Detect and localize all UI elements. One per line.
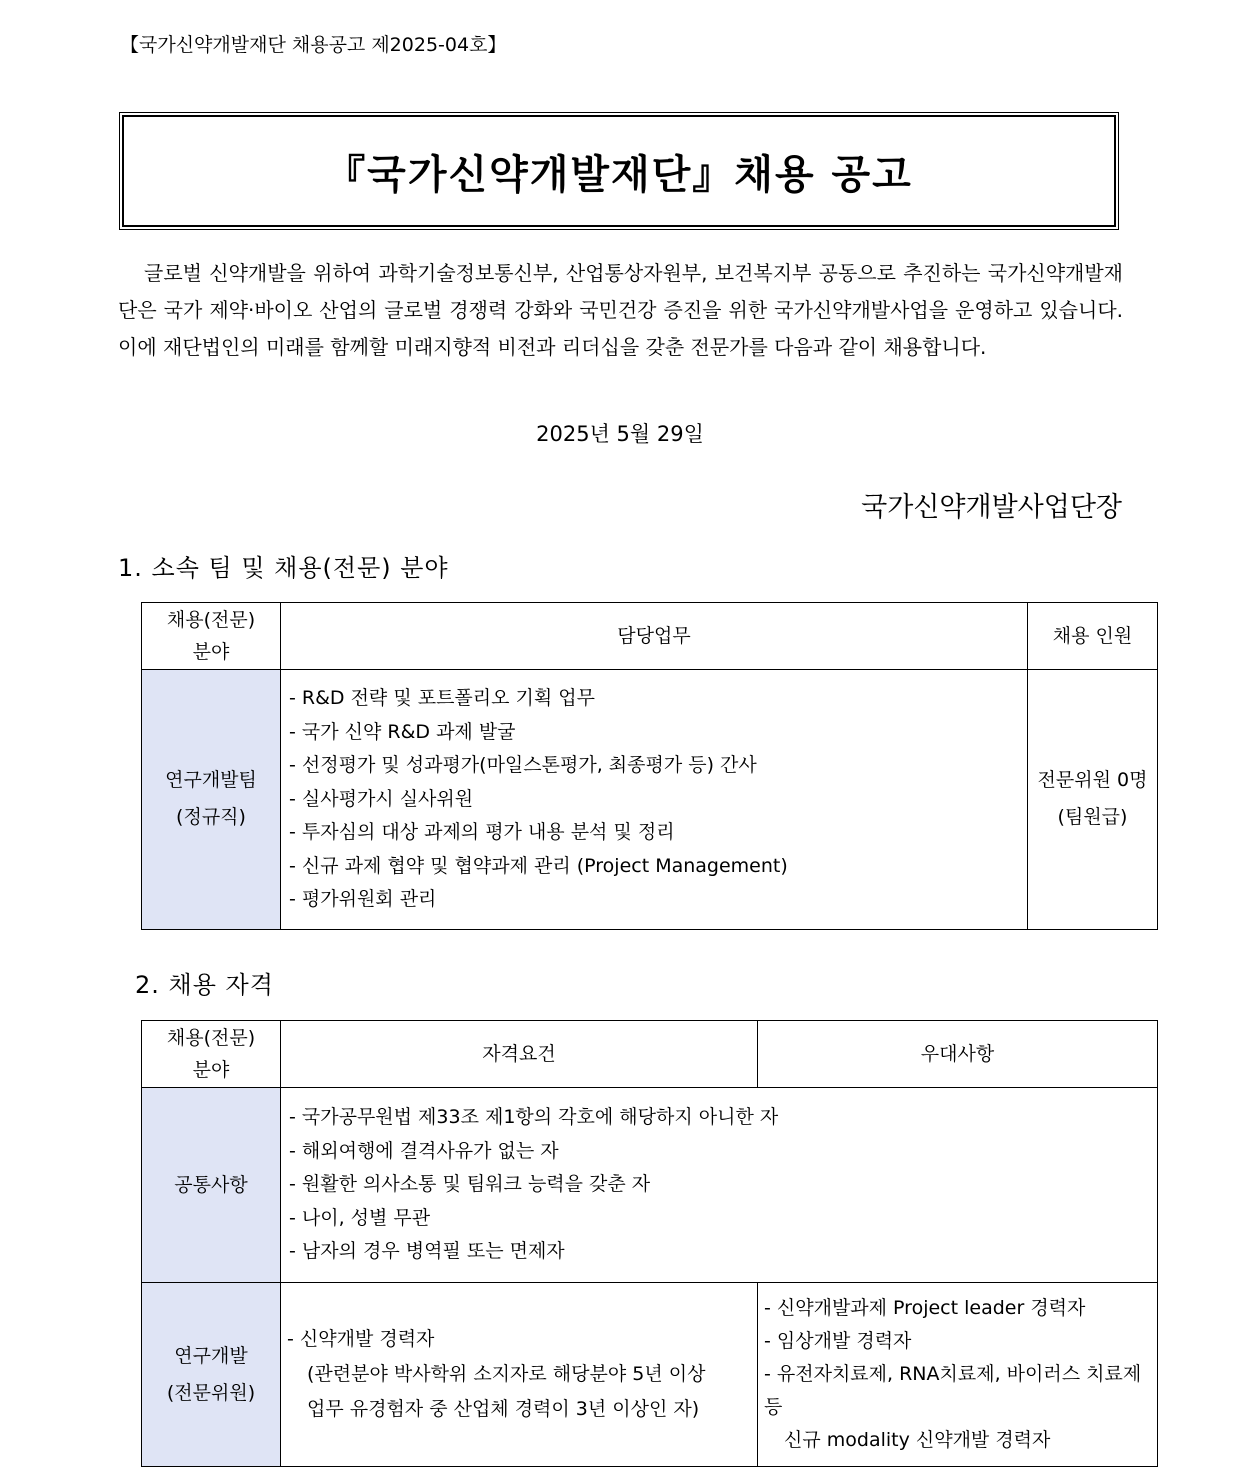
list-item: - 임상개발 경력자	[764, 1330, 912, 1352]
list-item: - 신약개발과제 Project leader 경력자	[764, 1297, 1086, 1319]
header-duties: 담당업무	[281, 603, 1028, 670]
qualification-table	[141, 1020, 1158, 1467]
list-item: - 국가공무원법 제33조 제1항의 각호에 해당하지 아니한 자	[289, 1106, 779, 1129]
header-requirements: 자격요건	[281, 1021, 758, 1088]
table-row	[142, 1283, 1158, 1467]
page-title: 『국가신약개발재단』채용 공고	[325, 151, 913, 198]
list-item: - 나이, 성별 무관	[289, 1206, 431, 1229]
header-field: 채용(전문) 분야	[142, 1021, 281, 1088]
list-item-detail: 신규 modality 신약개발 경력자	[784, 1429, 1051, 1451]
table-row	[142, 1088, 1158, 1283]
list-item-detail: (관련분야 박사학위 소지자로 해당분야 5년 이상	[307, 1363, 706, 1385]
recruitment-field-table	[141, 602, 1158, 930]
list-item: - 실사평가시 실사위원	[289, 787, 474, 810]
field-cell: 공통사항	[142, 1088, 281, 1283]
list-item: - 선정평가 및 성과평가(마일스톤평가, 최종평가 등) 간사	[289, 754, 757, 776]
table-header-row	[142, 1021, 1158, 1088]
list-item: - 신규 과제 협약 및 협약과제 관리 (Project Management)	[289, 854, 788, 877]
intro-paragraph: 글로벌 신약개발을 위하여 과학기술정보통신부, 산업통상자원부, 보건복지부 공동으로 추진하는 국가신약개발재단은 국가 제약·바이오 산업의 글로벌 경쟁력 강화와 국민건강 증진을 위한 국가신약개발사업을 운영하고 있습니다. 이에 재단법인의 미래를 함께할 미래지향적 비전과 리더십을 갖춘 전문가를 다음과 같이 채용합니다.	[118, 261, 1123, 359]
header-field: 채용(전문) 분야	[142, 603, 281, 670]
list-item: - 유전자치료제, RNA치료제, 바이러스 치료제 등	[764, 1363, 1142, 1418]
header-preferences: 우대사항	[758, 1021, 1158, 1088]
header-headcount: 채용 인원	[1028, 603, 1158, 670]
section2-heading: 2. 채용 자격	[135, 971, 274, 999]
list-item: - 신약개발 경력자	[287, 1328, 435, 1350]
list-item: - 원활한 의사소통 및 팀워크 능력을 갖춘 자	[289, 1173, 651, 1196]
list-item: - 투자심의 대상 과제의 평가 내용 분석 및 정리	[289, 821, 675, 843]
list-item: - 해외여행에 결격사유가 없는 자	[289, 1139, 559, 1162]
table-header-row	[142, 603, 1158, 670]
list-item-detail: 업무 유경험자 중 산업체 경력이 3년 이상인 자)	[307, 1398, 700, 1420]
common-requirements-list	[281, 1088, 1158, 1283]
field-cell: 연구개발팀 (정규직)	[142, 670, 281, 930]
requirements-cell	[281, 1283, 758, 1467]
list-item: - 남자의 경우 병역필 또는 면제자	[289, 1240, 565, 1263]
announcement-date: 2025년 5월 29일	[536, 422, 704, 446]
list-item: - R&D 전략 및 포트폴리오 기획 업무	[289, 687, 595, 709]
list-item: - 국가 신약 R&D 과제 발굴	[289, 720, 516, 743]
signer: 국가신약개발사업단장	[861, 492, 1122, 523]
table-row	[142, 670, 1158, 930]
list-item: - 평가위원회 관리	[289, 888, 437, 910]
headcount-cell: 전문위원 0명 (팀원급)	[1028, 670, 1158, 930]
preferences-cell	[758, 1283, 1158, 1467]
section1-heading: 1. 소속 팀 및 채용(전문) 분야	[118, 554, 449, 582]
duties-list	[281, 670, 1028, 930]
field-cell: 연구개발 (전문위원)	[142, 1283, 281, 1467]
announcement-number: 【국가신약개발재단 채용공고 제2025-04호】	[120, 34, 507, 56]
title-box	[122, 115, 1116, 227]
